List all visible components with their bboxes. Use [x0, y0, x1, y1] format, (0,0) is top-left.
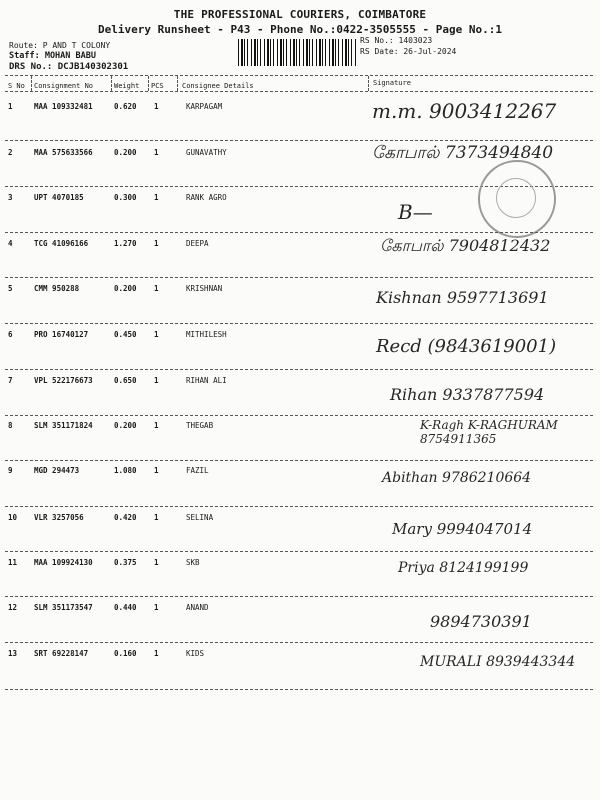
row-consignee: KARPAGAM	[186, 102, 223, 111]
row-rule	[5, 506, 593, 507]
col-header-signature: Signature	[373, 79, 411, 87]
col-header-consignee: Consignee Details	[182, 82, 254, 90]
col-header-sno: S No	[8, 82, 25, 90]
row-pcs: 1	[154, 513, 159, 522]
row-consignment: MGD 294473	[34, 466, 80, 475]
row-weight: 0.200	[114, 148, 137, 157]
row-consignee: GUNAVATHY	[186, 148, 227, 157]
row-signature: K-Ragh K-RAGHURAM 8754911365	[420, 418, 558, 446]
row-weight: 1.080	[114, 466, 137, 475]
row-signature: Abithan 9786210664	[382, 470, 532, 486]
row-rule	[5, 369, 593, 370]
col-header-consignment: Consignment No	[34, 82, 94, 90]
col-divider	[111, 76, 112, 91]
row-sno: 8	[8, 421, 13, 430]
col-divider	[148, 76, 149, 91]
row-weight: 0.450	[114, 330, 137, 339]
row-consignment: PRO 16740127	[34, 330, 89, 339]
row-weight: 0.200	[114, 421, 137, 430]
row-signature: Rihan 9337877594	[390, 385, 545, 404]
row-signature: Mary 9994047014	[392, 520, 533, 538]
row-signature: MURALI 8939443344	[420, 654, 576, 670]
row-consignment: MAA 109924130	[34, 558, 93, 567]
row-consignment: VLR 3257056	[34, 513, 84, 522]
row-sno: 4	[8, 239, 13, 248]
row-weight: 0.420	[114, 513, 137, 522]
row-pcs: 1	[154, 376, 159, 385]
row-consignee: RIHAN ALI	[186, 376, 227, 385]
row-consignee: ANAND	[186, 603, 209, 612]
row-rule	[5, 277, 593, 278]
row-consignment: VPL 522176673	[34, 376, 93, 385]
row-sno: 5	[8, 284, 13, 293]
row-signature: 9894730391	[430, 612, 532, 631]
row-weight: 0.200	[114, 284, 137, 293]
barcode	[238, 39, 358, 66]
company-title: THE PROFESSIONAL COURIERS, COIMBATORE	[173, 8, 427, 21]
staff-label: Staff: MOHAN BABU	[9, 51, 96, 61]
runsheet-subtitle: Delivery Runsheet - P43 - Phone No.:0422-3505555 - Page No.:1	[98, 23, 502, 36]
row-weight: 0.620	[114, 102, 137, 111]
row-weight: 0.300	[114, 193, 137, 202]
row-rule	[5, 323, 593, 324]
row-weight: 0.650	[114, 376, 137, 385]
route-label: Route: P AND T COLONY	[9, 41, 111, 50]
row-rule	[5, 642, 593, 643]
col-divider	[368, 76, 369, 91]
row-weight: 1.270	[114, 239, 137, 248]
row-consignee: DEEPA	[186, 239, 209, 248]
row-consignment: TCG 41096166	[34, 239, 89, 248]
row-sno: 2	[8, 148, 13, 157]
row-sno: 11	[8, 558, 18, 567]
row-sno: 6	[8, 330, 13, 339]
row-rule	[5, 689, 593, 690]
stamp-inner-ring	[496, 178, 536, 218]
row-consignment: SLM 351171824	[34, 421, 93, 430]
row-consignment: MAA 575633566	[34, 148, 93, 157]
row-signature: B—	[398, 200, 433, 224]
row-weight: 0.375	[114, 558, 137, 567]
row-weight: 0.160	[114, 649, 137, 658]
row-pcs: 1	[154, 148, 159, 157]
col-header-pcs: PCS	[151, 82, 164, 90]
drs-number: DRS No.: DCJB140302301	[9, 62, 129, 72]
col-divider	[31, 76, 32, 91]
row-pcs: 1	[154, 330, 159, 339]
row-consignee: SELINA	[186, 513, 214, 522]
row-signature: m.m. 9003412267	[372, 99, 557, 123]
row-pcs: 1	[154, 649, 159, 658]
row-signature: Kishnan 9597713691	[376, 288, 549, 307]
row-weight: 0.440	[114, 603, 137, 612]
col-header-weight: Weight	[114, 82, 140, 90]
row-consignee: RANK AGRO	[186, 193, 227, 202]
row-pcs: 1	[154, 603, 159, 612]
row-pcs: 1	[154, 193, 159, 202]
delivery-stamp	[478, 160, 556, 238]
row-pcs: 1	[154, 284, 159, 293]
row-rule	[5, 232, 593, 233]
row-pcs: 1	[154, 558, 159, 567]
row-consignee: MITHILESH	[186, 330, 227, 339]
row-pcs: 1	[154, 421, 159, 430]
row-sno: 10	[8, 513, 18, 522]
row-consignee: THEGAB	[186, 421, 214, 430]
row-pcs: 1	[154, 239, 159, 248]
row-sno: 7	[8, 376, 13, 385]
rs-number: RS No.: 1403023	[360, 36, 433, 45]
row-consignee: FAZIL	[186, 466, 209, 475]
row-signature: கோபால் 7904812432	[380, 236, 551, 255]
row-sno: 1	[8, 102, 13, 111]
row-consignee: KIDS	[186, 649, 205, 658]
row-consignee: SKB	[186, 558, 200, 567]
row-rule	[5, 596, 593, 597]
rs-date: RS Date: 26-Jul-2024	[360, 47, 457, 56]
row-consignee: KRISHNAN	[186, 284, 223, 293]
row-sno: 9	[8, 466, 13, 475]
row-rule	[5, 140, 593, 141]
row-rule	[5, 460, 593, 461]
row-pcs: 1	[154, 102, 159, 111]
row-consignment: MAA 109332481	[34, 102, 93, 111]
row-signature: கோபால் 7373494840	[372, 143, 554, 163]
header-bottom-rule	[5, 91, 593, 92]
col-divider	[177, 76, 178, 91]
row-consignment: SLM 351173547	[34, 603, 93, 612]
row-sno: 12	[8, 603, 18, 612]
row-sno: 3	[8, 193, 13, 202]
row-rule	[5, 415, 593, 416]
row-signature: Priya 8124199199	[398, 560, 529, 576]
header-top-rule	[5, 75, 593, 76]
row-pcs: 1	[154, 466, 159, 475]
row-sno: 13	[8, 649, 18, 658]
row-consignment: CMM 950288	[34, 284, 80, 293]
row-consignment: SRT 69228147	[34, 649, 89, 658]
row-signature: Recd (9843619001)	[376, 336, 557, 357]
row-rule	[5, 551, 593, 552]
row-consignment: UPT 4070185	[34, 193, 84, 202]
